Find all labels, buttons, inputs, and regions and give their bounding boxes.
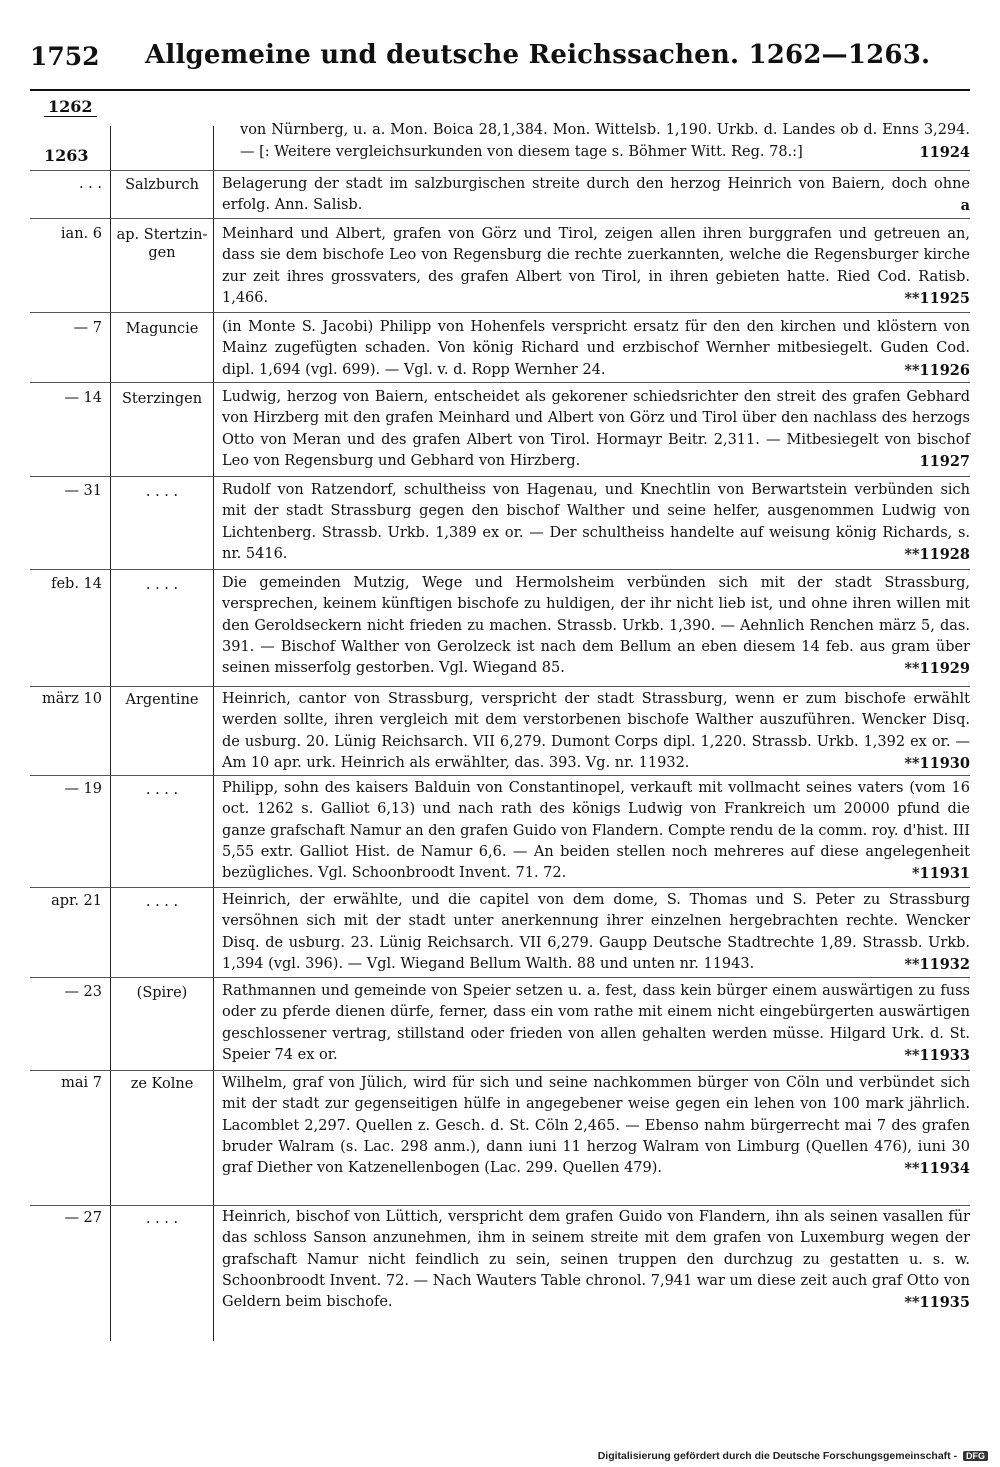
row-separator	[30, 887, 970, 888]
entry-text	[222, 224, 970, 309]
entry-date: apr. 21	[51, 893, 102, 909]
entry-text	[222, 981, 970, 1066]
entry-body: Wilhelm, graf von Jülich, wird für sich und seine nachkommen bürger von Cöln und verbündet sich mit der stadt zur gegenseitigen hülfe in angegebener weise gegen ein lehen von 100 mark jährlich. Lacomblet 2,297. Quellen z. Gesch. d. St. Cöln 2,465. — Ebenso nahm bürgerrecht mai 7 des grafen bruder Walram (s. Lac. 298 anm.), dann iuni 11 herzog Walram von Limburg (Quellen 476), iuni 30 graf Diether von Katzenellenbogen (Lac. 299. Quellen 479).	[222, 1075, 970, 1177]
dfg-logo: DFG	[963, 1451, 988, 1461]
entry-number: **11935	[904, 1294, 970, 1312]
entry-number: *11931	[911, 865, 970, 883]
entry-date: — 14	[64, 390, 102, 406]
entry-body: Meinhard und Albert, grafen von Görz und Tirol, zeigen allen ihren burggrafen und getreuen an, dass sie dem bischofe Leo von Regensburg die rechte zuerkannten, welche die Regensburger kirche zur zeit ihres grossvaters, des grafen Albert von Tirol, in ihren gebieten hatte. Ried Cod. Ratisb. 1,466.	[222, 226, 970, 306]
year-previous: 1262	[44, 97, 97, 117]
entry-date: feb. 14	[51, 576, 102, 592]
row-separator	[30, 382, 970, 383]
row-separator	[30, 170, 970, 171]
row-separator	[30, 977, 970, 978]
entry-body: (in Monte S. Jacobi) Philipp von Hohenfels verspricht ersatz für den den kirchen und klöstern von Mainz zugefügten schaden. Von könig Richard und erzbischof Wernher mitbesiegelt. Guden Cod. dipl. 1,694 (vgl. 699). — Vgl. v. d. Ropp Wernher 24.	[222, 319, 970, 378]
entry-text	[222, 573, 970, 679]
continuation-text: von Nürnberg, u. a. Mon. Boica 28,1,384. Mon. Wittelsb. 1,190. Urkb. d. Landes ob d. Enns 3,294. — [: Weitere vergleichsurkunden von diesem tage s. Böhmer Witt. Reg. 78.:]	[240, 122, 970, 160]
entry-text	[222, 689, 970, 774]
row-separator	[30, 686, 970, 687]
entry-text	[222, 480, 970, 565]
entry-number: **11932	[904, 955, 970, 973]
entry-place: ze Kolne	[130, 1076, 194, 1092]
place-column-rule	[213, 126, 214, 1341]
entry-number: **11933	[904, 1046, 970, 1064]
entry-date: . . .	[78, 176, 102, 192]
page-number: 1752	[30, 42, 100, 71]
entry-number: **11928	[904, 545, 970, 563]
entry-body: Heinrich, der erwählte, und die capitel von dem dome, S. Thomas und S. Peter zu Strassburg versöhnen sich mit der stadt unter anerkennung ihrer einzelnen hergebrachten rechte. Wencker Disq. de usburg. 23. Lünig Reichsarch. VII 6,279. Gaupp Deutsche Stadtrechte 1,89. Strassb. Urkb. 1,394 (vgl. 396). — Vgl. Wiegand Bellum Walth. 88 und unten nr. 11943.	[222, 892, 970, 972]
continuation-entry	[240, 120, 970, 164]
entry-number: 11927	[919, 452, 970, 470]
entry-body: Heinrich, cantor von Strassburg, verspricht der stadt Strassburg, wenn er zum bischofe erwählt werden sollte, ihren vergleich mit dem verstorbenen bischofe Walther auszuführen. Wencker Disq. de usburg. 20. Lünig Reichsarch. VII 6,279. Dumont Corps dipl. 1,220. Strassb. Urkb. 1,392 ex or. — Am 10 apr. urk. Heinrich als erwählter, das. 393. Vg. nr. 11932.	[222, 691, 970, 771]
entry-place: . . . .	[145, 1211, 179, 1227]
entry-body: Philipp, sohn des kaisers Balduin von Constantinopel, verkauft mit vollmacht seines vaters (vom 16 oct. 1262 s. Galliot 6,13) und nach rath des königs Ludwig von Frankreich um 20000 pfund die ganze grafschaft Namur an den grafen Guido von Flandern. Compte rendu de la comm. roy. d'hist. III 5,55 extr. Galliot Hist. de Namur 6,6. — An beiden stellen noch mehreres auf diese angelegenheit bezügliches. Vgl. Schoonbroodt Invent. 71. 72.	[222, 780, 970, 882]
entry-body: Rathmannen und gemeinde von Speier setzen u. a. fest, dass kein bürger einem auswärtigen zu fuss oder zu pferde dienen dürfe, ferner, dass ein vom rathe mit einem nicht eingebürgerten auswärtigen geschlossener vertrag, stillstand oder frieden von allen gehalten werden müsse. Hilgard Urk. d. St. Speier 74 ex or.	[222, 983, 970, 1063]
row-separator	[30, 218, 970, 219]
entry-date: — 31	[64, 483, 102, 499]
entry-text	[222, 890, 970, 975]
entry-number: **11925	[904, 289, 970, 307]
entry-date: — 7	[73, 320, 102, 336]
top-rule	[30, 89, 970, 91]
entry-place: ap. Stertzin-gen	[116, 227, 208, 261]
entry-date: mai 7	[61, 1075, 102, 1091]
entry-number: **11926	[904, 361, 970, 379]
entry-place: Argentine	[125, 692, 199, 708]
entry-text	[222, 387, 970, 472]
entry-place: Salzburch	[125, 177, 199, 193]
entry-place: (Spire)	[136, 985, 188, 1001]
entry-place: . . . .	[145, 782, 179, 798]
entry-body: Die gemeinden Mutzig, Wege und Hermolsheim verbünden sich mit der stadt Strassburg, versprechen, keinem künftigen bischofe zu huldigen, der ihr nicht lieb ist, und ohne ihren willen mit den Geroldseckern nicht frieden zu machen. Strassb. Urkb. 1,390. — Aehnlich Renchen märz 5, das. 391. — Bischof Walther von Gerolzeck ist nach dem Bellum an eben diesem 14 feb. aus gram über seinen misserfolg gestorben. Vgl. Wiegand 85.	[222, 575, 970, 677]
entry-body: Ludwig, herzog von Baiern, entscheidet als gekorener schiedsrichter den streit des grafen Gebhard von Hirzberg mit den grafen Meinhard und Albert von Görz und Tirol über den nachlass des herzogs Otto von Meran und des grafen Albert von Tirol. Hormayr Beitr. 2,311. — Mitbesiegelt von bischof Leo von Regensburg und Gebhard von Hirzberg.	[222, 389, 970, 469]
entry-number: **11929	[904, 660, 970, 678]
continuation-number: 11924	[919, 143, 970, 161]
page-title: Allgemeine und deutsche Reichssachen. 1262—1263.	[145, 40, 931, 70]
row-separator	[30, 312, 970, 313]
footer-text: Digitalisierung gefördert durch die Deutsche Forschungsgemeinschaft -	[597, 1450, 958, 1462]
row-separator	[30, 569, 970, 570]
entry-number: **11934	[904, 1160, 970, 1178]
entry-place: Sterzingen	[121, 391, 203, 407]
entry-body: Belagerung der stadt im salzburgischen streite durch den herzog Heinrich von Baiern, doch ohne erfolg. Ann. Salisb.	[222, 176, 970, 214]
entry-text	[222, 778, 970, 884]
entry-text	[222, 1073, 970, 1179]
entry-body: Heinrich, bischof von Lüttich, verspricht dem grafen Guido von Flandern, ihn als seinen vasallen für das schloss Sanson anzunehmen, ihm in seinem streite mit dem grafen von Luxemburg wegen der grafschaft Namur nicht feindlich zu sein, seinen truppen den durchzug zu gestatten u. s. w. Schoonbroodt Invent. 72. — Nach Wauters Table chronol. 7,941 war um diese zeit auch graf Otto von Geldern beim bischofe.	[222, 1209, 970, 1311]
row-separator	[30, 775, 970, 776]
entry-date: — 23	[64, 984, 102, 1000]
entry-date: ian. 6	[60, 226, 102, 242]
row-separator	[30, 476, 970, 477]
entry-text	[222, 317, 970, 381]
entry-number: **11930	[904, 754, 970, 772]
entry-place: . . . .	[145, 484, 179, 500]
entry-text	[222, 174, 970, 217]
entry-date: märz 10	[41, 691, 102, 707]
row-separator	[30, 1070, 970, 1071]
row-separator	[30, 1205, 970, 1206]
entry-date: — 19	[64, 781, 102, 797]
footer-credit	[598, 1450, 988, 1462]
entry-body: Rudolf von Ratzendorf, schultheiss von Hagenau, und Knechtlin von Berwartstein verbünden sich mit der stadt Strassburg gegen den bischof Walther und seine helfer, ausgenommen Ludwig von Lichtenberg. Strassb. Urkb. 1,389 ex or. — Der schultheiss handelte auf weisung könig Richards, s. nr. 5416.	[222, 482, 970, 562]
entry-place: . . . .	[145, 894, 179, 910]
entry-number: a	[960, 197, 970, 215]
entry-place: Maguncie	[125, 321, 199, 337]
date-column-rule	[110, 126, 111, 1341]
entry-text	[222, 1207, 970, 1313]
entry-place: . . . .	[145, 577, 179, 593]
year-current: 1263	[44, 146, 89, 165]
entry-date: — 27	[64, 1210, 102, 1226]
